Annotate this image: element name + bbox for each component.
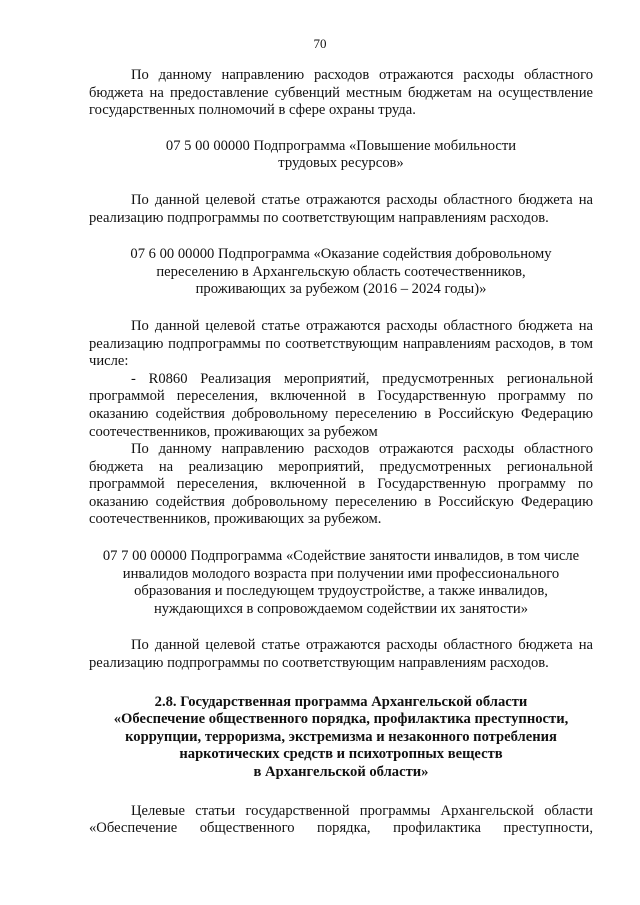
subprogram-077-heading [89,548,593,618]
heading-line: наркотических средств и психотропных веществ [179,746,503,763]
paragraph-3: По данной целевой статье отражаются расходы областного бюджета на реализацию подпрограммы по соответствующим направлениям расходов. [89,191,593,226]
heading-line: коррупции, терроризма, экстремизма и незаконного потребления [125,728,557,745]
heading-line: проживающих за рубежом (2016 – 2024 годы)» [195,281,487,298]
page-content [89,67,593,838]
heading-line: 07 6 00 00000 Подпрограмма «Оказание содействия добровольному [130,246,552,263]
paragraph-9: По данной целевой статье отражаются расходы областного бюджета на реализацию подпрограммы по соответствующим направлениям расходов. [89,637,593,672]
paragraph-7: По данному направлению расходов отражаются расходы областного бюджета на реализацию мероприятий, предусмотренных региональной программой переселения, включенной в Государственную программу по оказанию содействия добровольному переселению в Российскую Федерацию соотечественников, проживающих за рубежом. [89,441,593,528]
heading-line: переселению в Архангельскую область соотечественников, [156,263,526,280]
heading-line: в Архангельской области» [253,764,429,780]
section-2-8-heading [89,694,593,782]
heading-line: трудовых ресурсов» [278,155,404,172]
subprogram-075-heading [89,138,593,173]
subprogram-076-heading [89,246,593,299]
paragraph-11: Целевые статьи государственной программы Архангельской области «Обеспечение общественного порядка, профилактика преступности, [89,802,593,837]
heading-line: 07 7 00 00000 Подпрограмма «Содействие занятости инвалидов, в том числе [102,548,580,565]
heading-line: «Обеспечение общественного порядка, профилактика преступности, [113,711,569,728]
paragraph-1: По данному направлению расходов отражаются расходы областного бюджета на предоставление субвенций местным бюджетам на осуществление государственных полномочий в сфере охраны труда. [89,67,593,119]
paragraph-5: По данной целевой статье отражаются расходы областного бюджета на реализацию подпрограммы по соответствующим направлениям расходов, в том числе: [89,317,593,370]
page-number: 70 [313,36,327,51]
heading-line: образования и последующем трудоустройстве, а также инвалидов, [134,583,548,600]
heading-line: нуждающихся в сопровождаемом содействии их занятости» [153,600,528,617]
paragraph-6: - R0860 Реализация мероприятий, предусмотренных региональной программой переселения, включенной в Государственную программу по оказанию содействия добровольному переселению в Российскую Федерацию соотечественников, проживающих за рубежом [89,370,593,440]
heading-line: 07 5 00 00000 Подпрограмма «Повышение мобильности [165,137,517,154]
heading-line: 2.8. Государственная программа Архангельской области [154,693,528,710]
heading-line: инвалидов молодого возраста при получении ими профессионального [122,565,560,582]
